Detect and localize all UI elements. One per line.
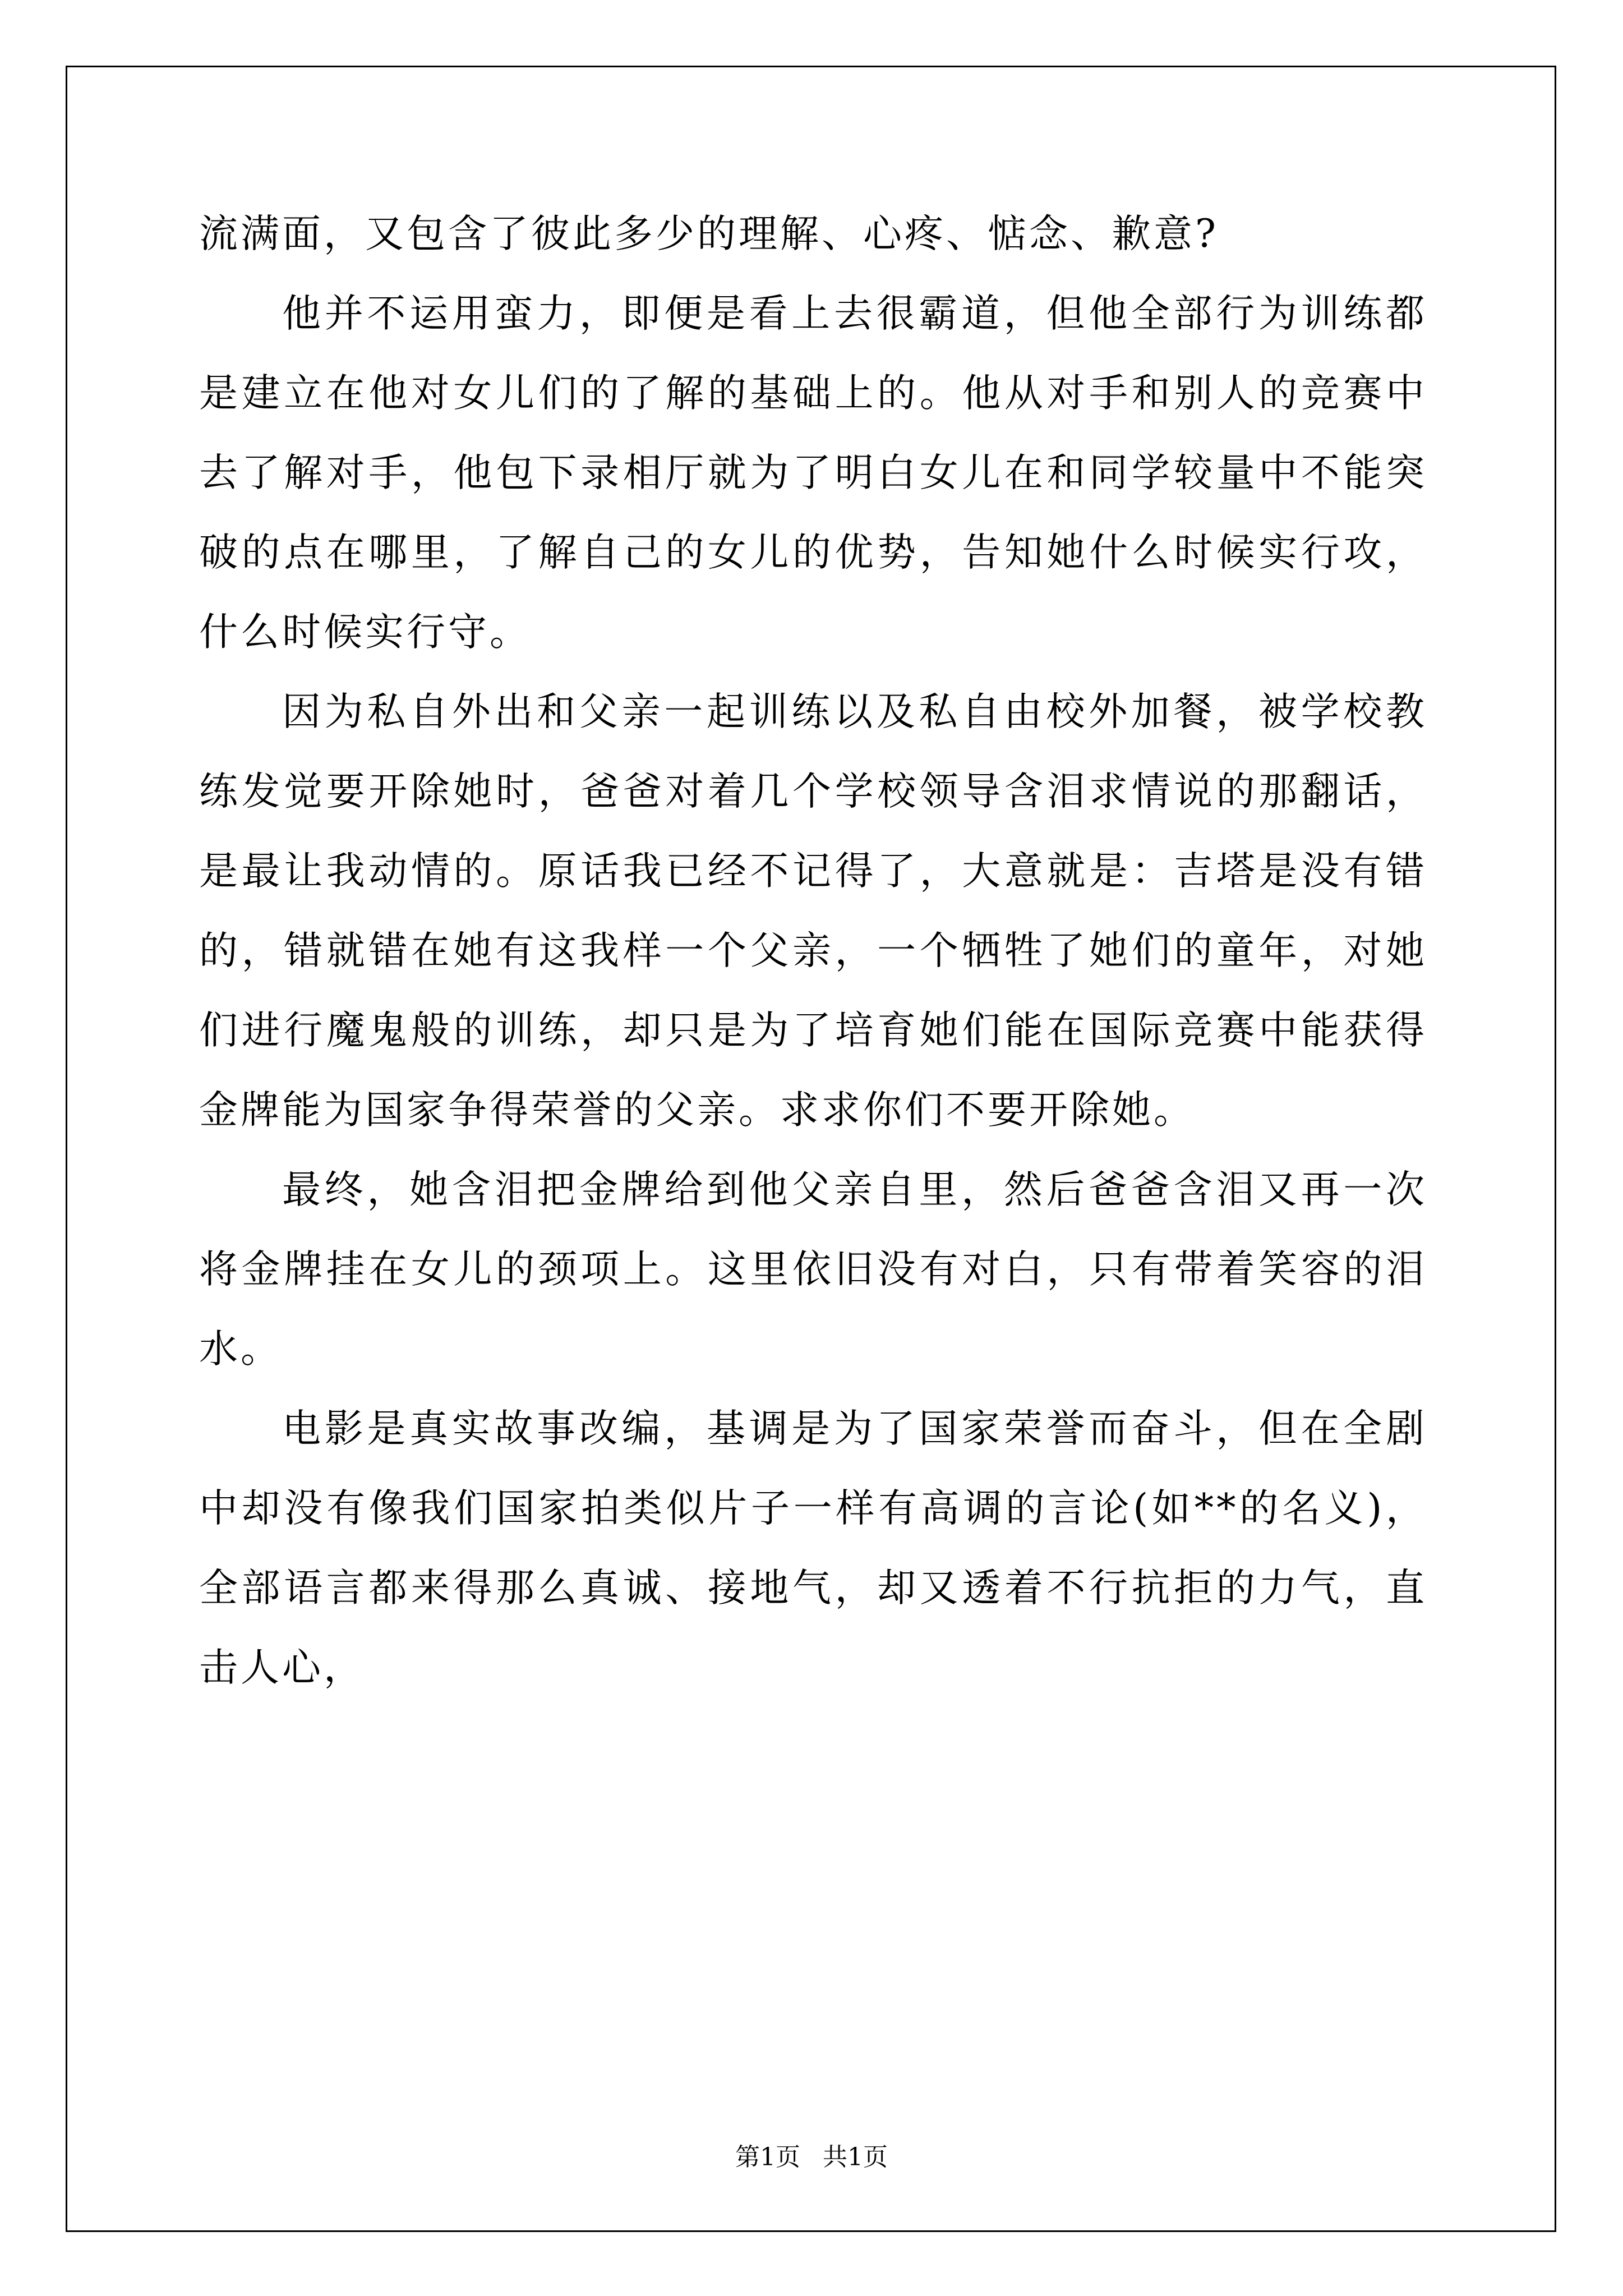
paragraph: 最终，她含泪把金牌给到他父亲自里，然后爸爸含泪又再一次将金牌挂在女儿的颈项上。这里依旧没有对白，只有带着笑容的泪水。 [199,1167,1427,1372]
page-number: 第1页 [735,2143,800,2171]
paragraph: 电影是真实故事改编，基调是为了国家荣誉而奋斗，但在全剧中却没有像我们国家拍类似片子一样有高调的言论(如**的名义)，全部语言都来得那么真诚、接地气，却又透着不行抗拒的力气，直击人心， [199,1406,1427,1690]
document-body [199,194,1427,1708]
page-footer [0,2141,1623,2174]
paragraph: 因为私自外出和父亲一起训练以及私自由校外加餐，被学校教练发觉要开除她时，爸爸对着几个学校领导含泪求情说的那翻话，是最让我动情的。原话我已经不记得了，大意就是：吉塔是没有错的，错就错在她有这我样一个父亲，一个牺牲了她们的童年，对她们进行魔鬼般的训练，却只是为了培育她们能在国际竞赛中能获得金牌能为国家争得荣誉的父亲。求求你们不要开除她。 [199,689,1427,1133]
paragraph: 流满面，又包含了彼此多少的理解、心疼、惦念、歉意? [199,211,1219,256]
paragraph: 他并不运用蛮力，即便是看上去很霸道，但他全部行为训练都是建立在他对女儿们的了解的基础上的。他从对手和别人的竞赛中去了解对手，他包下录相厅就为了明白女儿在和同学较量中不能突破的点在哪里，了解自己的女儿的优势，告知她什么时候实行攻，什么时候实行守。 [199,291,1427,655]
page-total: 共1页 [823,2143,888,2171]
